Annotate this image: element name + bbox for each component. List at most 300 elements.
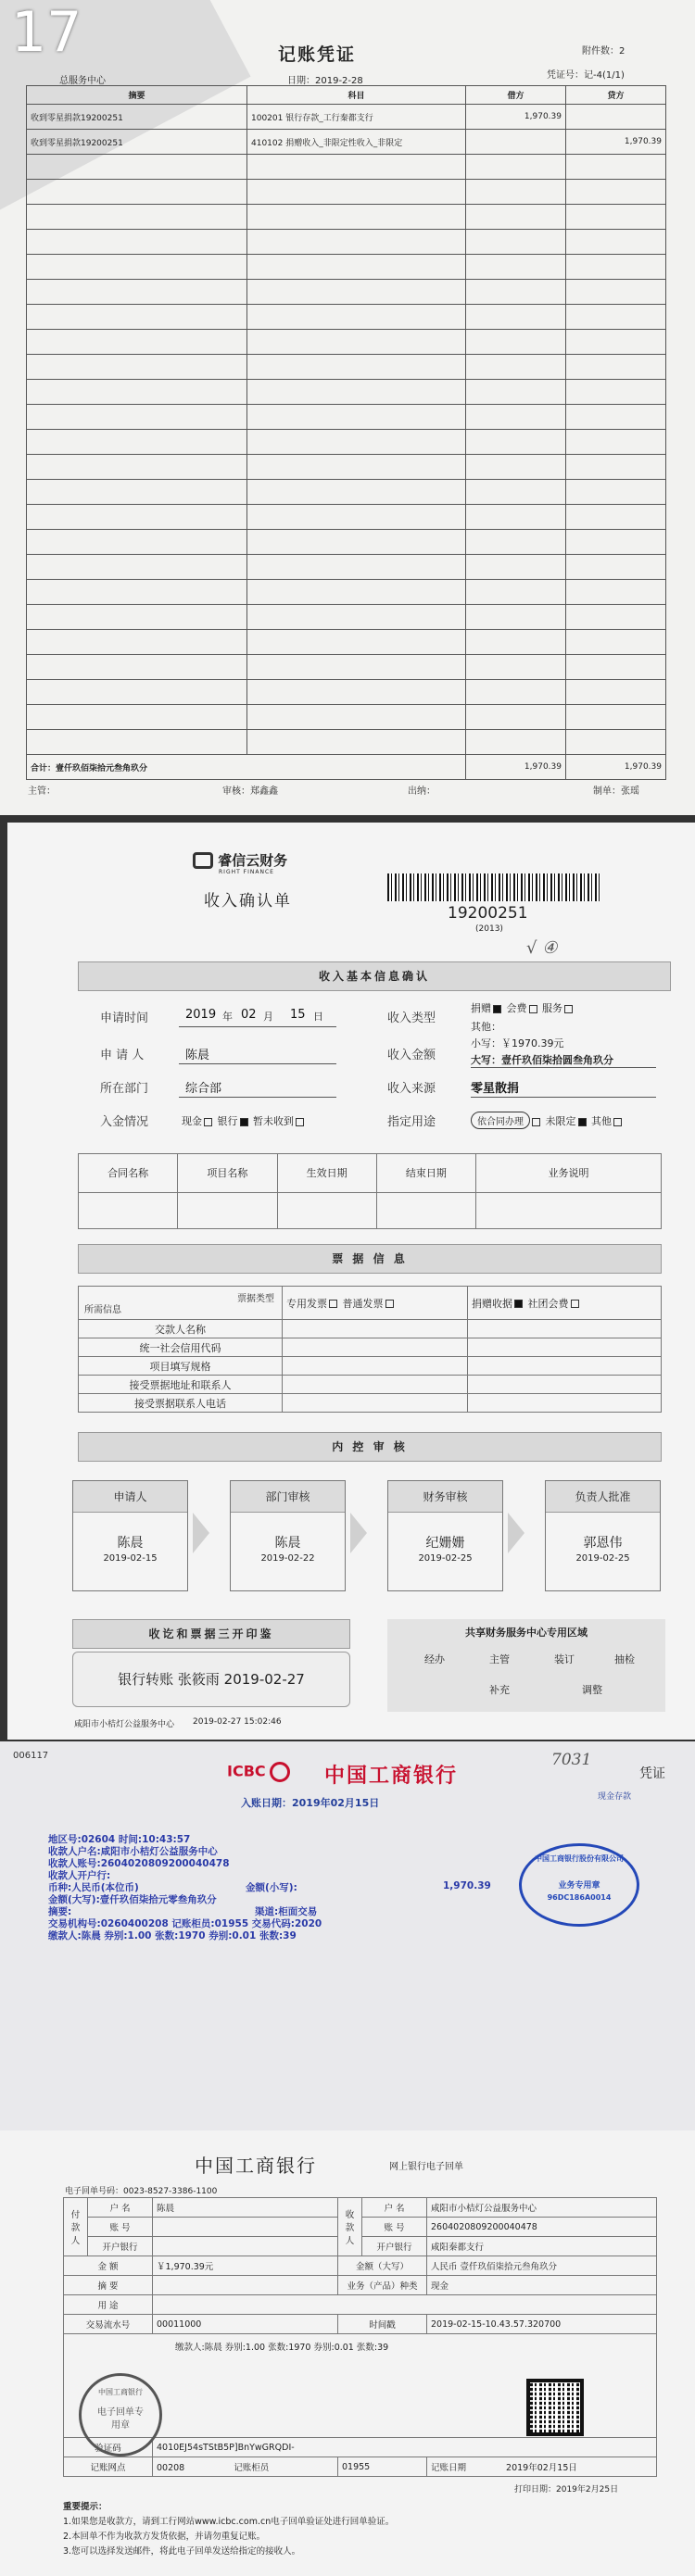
- stamp-text: 电子回单专用章: [97, 2407, 144, 2431]
- col-subject: 科目: [247, 86, 466, 105]
- empty-row: [27, 530, 666, 555]
- empty-row: [27, 655, 666, 680]
- icbc-amount-label: 金额(小写):: [246, 1882, 297, 1893]
- handwritten-mark: √ ④: [526, 938, 558, 958]
- empty-cell: [27, 480, 247, 505]
- table-row: [79, 1320, 662, 1338]
- empty-cell: [566, 555, 666, 580]
- empty-cell: [283, 1394, 468, 1413]
- row-credit: 1,970.39: [566, 130, 666, 155]
- checkbox-use-other: [613, 1118, 622, 1126]
- empty-cell: [283, 1357, 468, 1376]
- verify-value: 4010EJ54sTStB5P]BnYwGRQDI-: [153, 2438, 657, 2457]
- audit-step-finance: [387, 1480, 503, 1591]
- col-debit: 借方: [466, 86, 566, 105]
- empty-cell: [566, 530, 666, 555]
- stamp-ring-text: 中国工商银行: [98, 2388, 143, 2396]
- type-other: 其他: [471, 1021, 491, 1033]
- checkbox-donation-receipt: [514, 1300, 523, 1308]
- table-row: [64, 2198, 657, 2218]
- step-role: 部门审核: [231, 1481, 345, 1513]
- empty-row: [27, 405, 666, 430]
- invoice-donation: 捐赠收据: [472, 1297, 512, 1310]
- brand-icon: [193, 852, 213, 869]
- voucher-page: [0, 0, 695, 815]
- empty-cell: [566, 355, 666, 380]
- empty-cell: [466, 255, 566, 280]
- step-date: 2019-02-25: [418, 1553, 473, 1564]
- empty-cell: [566, 705, 666, 730]
- contract-table: [78, 1153, 662, 1229]
- empty-cell: [27, 455, 247, 480]
- step-date: 2019-02-15: [103, 1553, 158, 1564]
- empty-row: [27, 580, 666, 605]
- empty-row: [27, 355, 666, 380]
- empty-row: [27, 180, 666, 205]
- empty-row: [27, 555, 666, 580]
- e-receipt-page: [0, 2130, 695, 2576]
- total-label: 合计：壹仟玖佰柒拾元叁角玖分: [27, 755, 466, 780]
- footer-cell: [427, 2457, 657, 2477]
- type-other-colon: ：: [491, 1021, 501, 1033]
- empty-cell: [566, 655, 666, 680]
- note-item: 3.您可以选择发送邮件，将此电子回单发送给指定的接收人。: [63, 2546, 301, 2557]
- footer-cashier: 出纳：: [408, 786, 436, 797]
- invoice-field: 交款人名称: [79, 1320, 283, 1338]
- voucher-date: 日期：2019-2-28: [287, 76, 363, 86]
- col-business-note: 业务说明: [476, 1154, 662, 1193]
- income-title: 收入确认单: [204, 892, 292, 911]
- invoice-diag-cell: [79, 1287, 283, 1320]
- table-row: [64, 2276, 657, 2295]
- amount-label: 金 额: [64, 2256, 153, 2276]
- empty-cell: [247, 480, 466, 505]
- account-label: 账 号: [362, 2218, 427, 2237]
- empty-cell: [247, 180, 466, 205]
- underline: [471, 1097, 656, 1098]
- empty-cell: [27, 305, 247, 330]
- table-row: [79, 1376, 662, 1394]
- qr-code-icon: [526, 2379, 584, 2436]
- empty-cell: [247, 255, 466, 280]
- row-summary: 收到零星捐款19200251: [27, 105, 247, 130]
- empty-cell: [283, 1338, 468, 1357]
- apply-year: 2019: [185, 1008, 217, 1022]
- deposit-pending: 暂未收到: [253, 1115, 294, 1127]
- icbc-line: 摘要:: [48, 1906, 72, 1917]
- footer-cell: 记账网点: [64, 2457, 153, 2477]
- empty-cell: [247, 605, 466, 630]
- step-date: 2019-02-25: [575, 1553, 630, 1564]
- income-source-value: 零星散捐: [471, 1082, 520, 1096]
- empty-row: [27, 205, 666, 230]
- underline: [471, 1067, 656, 1068]
- row-subject: 410102 捐赠收入_非限定性收入_非限定: [247, 130, 466, 155]
- empty-cell: [566, 155, 666, 180]
- empty-cell: [153, 2295, 657, 2315]
- checkbox-unrestricted: [578, 1118, 587, 1126]
- serial-value: 00011000: [153, 2315, 338, 2334]
- checkbox-general: [385, 1300, 394, 1308]
- empty-cell: [27, 205, 247, 230]
- icbc-serial: 006117: [13, 1751, 49, 1761]
- contract-empty-row: [79, 1192, 662, 1228]
- notes-title: 重要提示：: [63, 2502, 107, 2512]
- empty-cell: [247, 430, 466, 455]
- empty-cell: [466, 180, 566, 205]
- row-summary: 收到零星捐款19200251: [27, 130, 247, 155]
- voucher-header-row: [27, 86, 666, 105]
- basic-info-bar: 收入基本信息确认: [78, 961, 671, 991]
- empty-cell: [466, 155, 566, 180]
- shared-role: 调整: [582, 1684, 602, 1696]
- empty-cell: [247, 155, 466, 180]
- apply-month: 02: [241, 1008, 257, 1022]
- empty-cell: [466, 205, 566, 230]
- empty-row: [27, 705, 666, 730]
- empty-cell: [247, 630, 466, 655]
- label-income-amount: 收入金额: [387, 1049, 436, 1062]
- total-debit: 1,970.39: [466, 755, 566, 780]
- empty-cell: [466, 305, 566, 330]
- empty-row: [27, 155, 666, 180]
- empty-cell: [247, 330, 466, 355]
- row-debit: 1,970.39: [466, 105, 566, 130]
- empty-cell: [247, 380, 466, 405]
- total-credit: 1,970.39: [566, 755, 666, 780]
- empty-row: [27, 505, 666, 530]
- empty-cell: [566, 430, 666, 455]
- col-end-date: 结束日期: [376, 1154, 475, 1193]
- flow-arrow-icon: [193, 1513, 209, 1553]
- icbc-channel: 渠道:柜面交易: [255, 1906, 318, 1917]
- label-department: 所在部门: [100, 1082, 149, 1096]
- table-row: [27, 105, 666, 130]
- label-designated-use: 指定用途: [387, 1115, 436, 1129]
- icbc-line: 收款人户名:咸阳市小桔灯公益服务中心: [48, 1846, 218, 1857]
- empty-cell: [466, 380, 566, 405]
- deposit-bank: 银行: [217, 1115, 238, 1127]
- empty-cell: [27, 705, 247, 730]
- icbc-logo-icon: [270, 1762, 290, 1782]
- payee-account: 2604020809200040478: [427, 2218, 657, 2237]
- icbc-voucher-page: [0, 1741, 695, 2130]
- col-project-name: 项目名称: [178, 1154, 277, 1193]
- empty-cell: [466, 480, 566, 505]
- empty-cell: [247, 680, 466, 705]
- empty-cell: [27, 630, 247, 655]
- empty-cell: [566, 330, 666, 355]
- empty-cell: [247, 530, 466, 555]
- icbc-business-seal: [519, 1843, 639, 1927]
- designated-use-options: [471, 1112, 624, 1129]
- footer-branch: 00208: [157, 2463, 185, 2473]
- audit-step-approver: [545, 1480, 661, 1591]
- empty-cell: [566, 580, 666, 605]
- receipt-number: 电子回单号码：0023-8527-3386-1100: [65, 2187, 218, 2196]
- empty-cell: [247, 280, 466, 305]
- empty-row: [27, 605, 666, 630]
- empty-cell: [247, 205, 466, 230]
- empty-row: [27, 455, 666, 480]
- underline: [179, 1026, 336, 1027]
- flow-arrow-icon: [350, 1513, 367, 1553]
- table-row: [64, 2457, 657, 2477]
- label-income-type: 收入类型: [387, 1012, 436, 1025]
- checkbox-cash: [204, 1118, 212, 1126]
- empty-cell: [468, 1338, 662, 1357]
- empty-cell: [247, 305, 466, 330]
- month-unit: 月: [263, 1011, 273, 1023]
- checkbox-pending: [296, 1118, 304, 1126]
- empty-cell: [466, 430, 566, 455]
- bank-label: 开户银行: [88, 2237, 153, 2256]
- e-receipt-stamp: [79, 2373, 162, 2457]
- invoice-table: [78, 1286, 662, 1413]
- empty-cell: [247, 730, 466, 755]
- empty-cell: [466, 505, 566, 530]
- empty-row: [27, 680, 666, 705]
- invoice-special: 专用发票: [286, 1297, 327, 1310]
- row-subject: 100201 银行存款_工行秦都支行: [247, 105, 466, 130]
- icbc-voucher-label: 凭证: [639, 1766, 665, 1781]
- business-value: 现金: [427, 2276, 657, 2295]
- applicant-value: 陈晨: [185, 1049, 210, 1062]
- empty-cell: [247, 655, 466, 680]
- step-date: 2019-02-22: [260, 1553, 315, 1564]
- empty-cell: [277, 1192, 376, 1228]
- empty-cell: [27, 505, 247, 530]
- empty-cell: [468, 1357, 662, 1376]
- empty-cell: [27, 330, 247, 355]
- table-row: [27, 130, 666, 155]
- empty-cell: [566, 455, 666, 480]
- use-other: 其他: [591, 1115, 612, 1127]
- empty-cell: [476, 1192, 662, 1228]
- icbc-entry-date: 入账日期：2019年02月15日: [241, 1797, 380, 1809]
- footer-supervisor: 主管：: [28, 786, 56, 797]
- empty-cell: [468, 1394, 662, 1413]
- voucher-title: 记账凭证: [278, 44, 357, 65]
- department-value: 综合部: [185, 1082, 222, 1096]
- stamp-bar: 收讫和票据三开印鉴: [72, 1619, 350, 1649]
- empty-cell: [566, 305, 666, 330]
- empty-row: [27, 230, 666, 255]
- purpose-label: 用 途: [64, 2295, 153, 2315]
- empty-cell: [153, 2276, 338, 2295]
- empty-cell: [247, 555, 466, 580]
- payee-label: 收款人: [338, 2198, 362, 2256]
- empty-cell: [247, 505, 466, 530]
- empty-cell: [27, 730, 247, 755]
- icbc-line: 地区号:02604 时间:10:43:57: [48, 1834, 191, 1845]
- empty-cell: [466, 630, 566, 655]
- shared-title: 共享财务服务中心专用区域: [465, 1627, 588, 1639]
- empty-cell: [466, 530, 566, 555]
- barcode: [387, 873, 600, 901]
- empty-cell: [27, 555, 247, 580]
- empty-cell: [466, 280, 566, 305]
- empty-cell: [27, 355, 247, 380]
- brand-name: 睿信云财务: [218, 852, 288, 869]
- empty-cell: [466, 555, 566, 580]
- invoice-field: 接受票据地址和联系人: [79, 1376, 283, 1394]
- income-footer-org: 咸阳市小桔灯公益服务中心: [74, 1720, 175, 1729]
- print-date: 打印日期：2019年2月25日: [514, 2485, 619, 2494]
- amount-big-label: 金额（大写）: [338, 2256, 427, 2276]
- icbc-voucher-type: 现金存款: [598, 1792, 632, 1802]
- empty-cell: [566, 380, 666, 405]
- table-row: [79, 1357, 662, 1376]
- apply-day: 15: [290, 1008, 306, 1022]
- voucher-number: 凭证号：记-4(1/1): [547, 70, 625, 81]
- icbc-line: 收款人账号:2604020809200040478: [48, 1858, 230, 1869]
- page-number: 17: [11, 0, 82, 65]
- empty-cell: [247, 705, 466, 730]
- voucher-attachments: 附件数：2: [582, 46, 626, 57]
- empty-cell: [79, 1192, 178, 1228]
- step-name: 陈晨: [274, 1536, 301, 1551]
- checkbox-donation: [493, 1005, 501, 1013]
- empty-cell: [27, 430, 247, 455]
- table-row: [64, 2295, 657, 2315]
- checkbox-fee: [529, 1005, 537, 1013]
- use-contract: 依合同办理: [471, 1112, 530, 1129]
- empty-cell: [27, 605, 247, 630]
- empty-cell: [466, 355, 566, 380]
- col-effective-date: 生效日期: [277, 1154, 376, 1193]
- receipt-note: 缴款人:陈晨 券别:1.00 张数:1970 券别:0.01 张数:39: [175, 2343, 389, 2353]
- income-paper: [7, 823, 695, 1740]
- checkbox-special: [329, 1300, 337, 1308]
- col-summary: 摘要: [27, 86, 247, 105]
- type-donation: 捐赠: [471, 1002, 491, 1014]
- empty-cell: [466, 230, 566, 255]
- voucher-total-row: [27, 755, 666, 780]
- table-row: [64, 2315, 657, 2334]
- empty-cell: [247, 355, 466, 380]
- flow-arrow-icon: [508, 1513, 524, 1553]
- empty-cell: [247, 230, 466, 255]
- account-label: 账 号: [88, 2218, 153, 2237]
- income-confirmation-page: [0, 815, 695, 1741]
- empty-cell: [566, 605, 666, 630]
- empty-cell: [27, 655, 247, 680]
- col-credit: 贷方: [566, 86, 666, 105]
- row-debit: [466, 130, 566, 155]
- empty-cell: [566, 180, 666, 205]
- label-apply-time: 申请时间: [100, 1012, 149, 1025]
- empty-cell: [247, 455, 466, 480]
- invoice-type-row: [79, 1287, 662, 1320]
- use-unrestricted: 未限定: [545, 1115, 576, 1127]
- icbc-logo: [227, 1762, 294, 1782]
- seal-mid-text: 业务专用章: [558, 1881, 600, 1891]
- label-income-source: 收入来源: [387, 1082, 436, 1096]
- empty-cell: [283, 1320, 468, 1338]
- footer-auditor: 审核：郑鑫鑫: [222, 786, 278, 797]
- type-fee: 会费: [506, 1002, 527, 1014]
- table-row: [64, 2256, 657, 2276]
- col-contract-name: 合同名称: [79, 1154, 178, 1193]
- voucher-table: [26, 85, 666, 780]
- icbc-amount-value: 1,970.39: [443, 1880, 491, 1891]
- icbc-logo-text: ICBC: [227, 1762, 266, 1780]
- invoice-field: 接受票据联系人电话: [79, 1394, 283, 1413]
- invoice-type-group-a: [283, 1287, 468, 1320]
- invoice-type-label: 票据类型: [237, 1294, 274, 1304]
- empty-cell: [566, 280, 666, 305]
- empty-cell: [376, 1192, 475, 1228]
- empty-cell: [566, 480, 666, 505]
- empty-cell: [27, 580, 247, 605]
- voucher-org: 总服务中心: [59, 76, 106, 86]
- income-type-options: [471, 1000, 575, 1015]
- payee-bank: 咸阳秦都支行: [427, 2237, 657, 2256]
- receipt-bank-title: 中国工商银行: [195, 2155, 317, 2177]
- empty-cell: [566, 630, 666, 655]
- label-deposit: 入金情况: [100, 1115, 149, 1129]
- empty-cell: [27, 155, 247, 180]
- amount-big-value: 人民币 壹仟玖佰柒拾元叁角玖分: [427, 2256, 657, 2276]
- table-row: [79, 1338, 662, 1357]
- note-item: 1.如果您是收款方，请到工行网站www.icbc.com.cn电子回单验证处进行回单验证。: [63, 2517, 395, 2527]
- footer-date-label: 记账日期: [431, 2463, 467, 2473]
- name-label: 户 名: [362, 2198, 427, 2218]
- brand-en: RIGHT FINANCE: [219, 869, 274, 875]
- deposit-options: [182, 1113, 306, 1128]
- receipt-subtitle: 网上银行电子回单: [389, 2162, 463, 2172]
- icbc-bank-name: 中国工商银行: [324, 1765, 459, 1788]
- empty-cell: [566, 230, 666, 255]
- underline: [179, 1097, 336, 1098]
- audit-step-applicant: [72, 1480, 188, 1591]
- amount-value: ￥1,970.39元: [153, 2256, 338, 2276]
- brand-logo: [193, 850, 288, 875]
- summary-label: 摘 要: [64, 2276, 153, 2295]
- empty-cell: [566, 255, 666, 280]
- step-name: 郭恩伟: [583, 1536, 623, 1551]
- empty-row: [27, 430, 666, 455]
- icbc-line: 币种:人民币(本位币): [48, 1882, 139, 1893]
- icbc-line: 缴款人:陈晨 券别:1.00 张数:1970 券别:0.01 张数:39: [48, 1930, 297, 1941]
- invoice-info-bar: 票 据 信 息: [78, 1244, 662, 1274]
- empty-row: [27, 730, 666, 755]
- stamp-box: 银行转账 张筱雨 2019-02-27: [72, 1652, 350, 1707]
- year-unit: 年: [222, 1011, 233, 1023]
- empty-cell: [468, 1376, 662, 1394]
- seal-top-text: 中国工商银行股份有限公司: [535, 1854, 624, 1863]
- type-service: 服务: [542, 1002, 562, 1014]
- empty-row: [27, 305, 666, 330]
- seal-code: 96DC186A0014: [547, 1893, 612, 1902]
- footer-teller: 01955: [338, 2457, 427, 2477]
- icbc-line: 收款人开户行:: [48, 1870, 111, 1881]
- empty-row: [27, 630, 666, 655]
- row-credit: [566, 105, 666, 130]
- invoice-field: 统一社会信用代码: [79, 1338, 283, 1357]
- shared-role: 经办: [424, 1653, 445, 1665]
- empty-cell: [468, 1320, 662, 1338]
- empty-row: [27, 255, 666, 280]
- empty-cell: [153, 2237, 338, 2256]
- shared-role: 装订: [554, 1653, 575, 1665]
- bank-label: 开户银行: [362, 2237, 427, 2256]
- empty-cell: [566, 205, 666, 230]
- audit-bar: 内 控 审 核: [78, 1432, 662, 1462]
- step-name: 纪姗姗: [425, 1536, 465, 1551]
- empty-cell: [466, 330, 566, 355]
